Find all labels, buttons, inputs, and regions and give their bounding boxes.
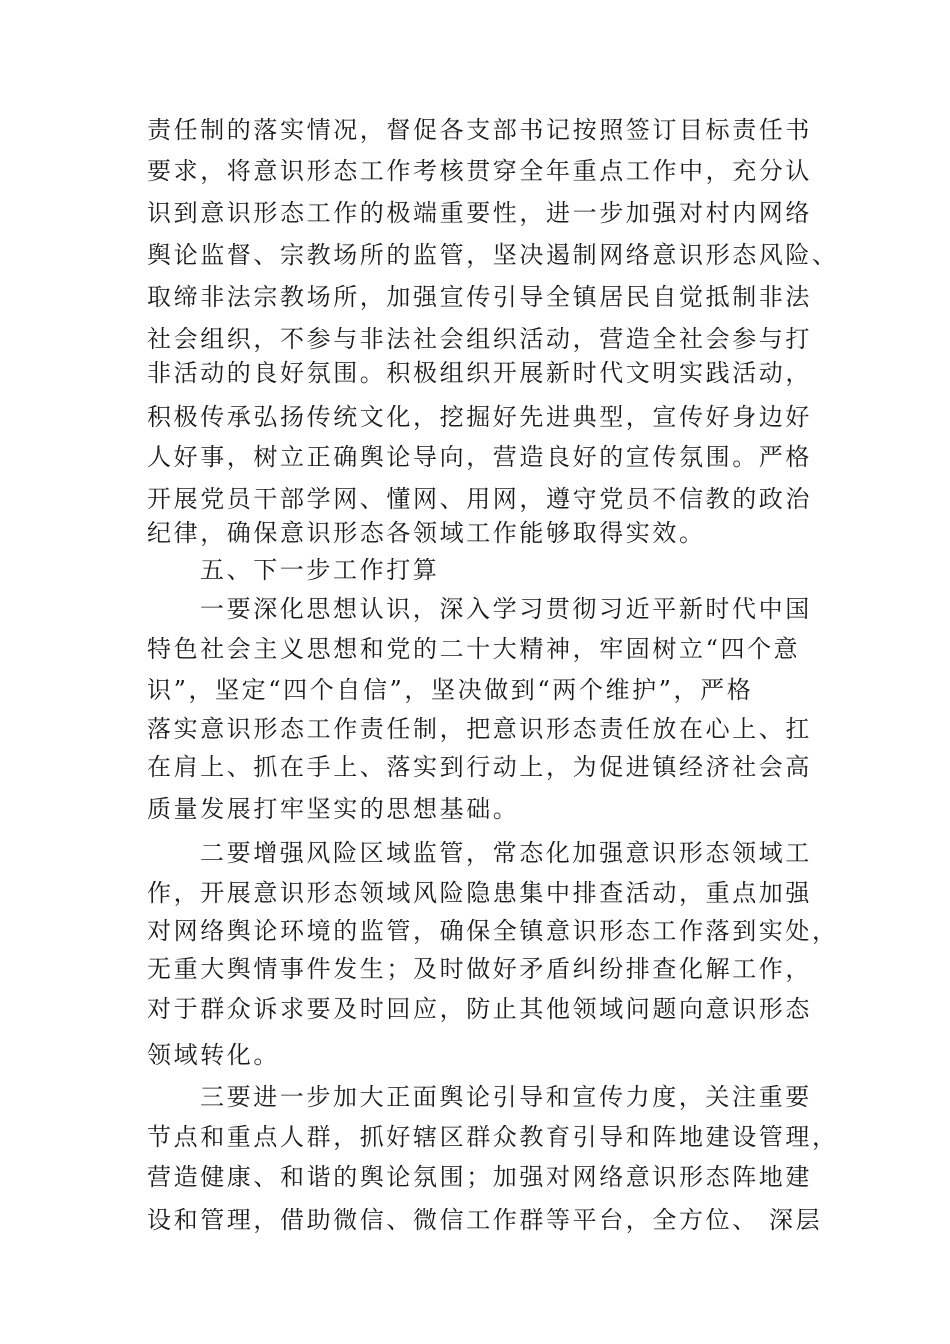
text-line: 纪律，确保意识形态各领域工作能够取得实效。 bbox=[147, 519, 706, 547]
text-line: 责任制的落实情况，督促各支部书记按照签订目标责任书 bbox=[147, 116, 812, 144]
text-line: 领域转化。 bbox=[147, 1041, 280, 1069]
text-line: 要求，将意识形态工作考核贯穿全年重点工作中，充分认 bbox=[147, 157, 812, 185]
text-line: 落实意识形态工作责任制，把意识形态责任放在心上、扛 bbox=[147, 715, 812, 743]
text-line: 节点和重点人群，抓好辖区群众教育引导和阵地建设管理， bbox=[147, 1123, 839, 1151]
text-line: 三要进一步加大正面舆论引导和宣传力度，关注重要 bbox=[200, 1083, 812, 1111]
text-line: 识到意识形态工作的极端重要性，进一步加强对村内网络 bbox=[147, 199, 812, 227]
text-line: 对于群众诉求要及时回应，防止其他领域问题向意识形态 bbox=[147, 995, 812, 1023]
text-line: 设和管理，借助微信、微信工作群等平台，全方位、 深层 bbox=[147, 1206, 823, 1234]
text-line: 质量发展打牢坚实的思想基础。 bbox=[147, 795, 520, 823]
section-heading: 五、下一步工作打算 bbox=[200, 556, 440, 584]
text-line: 开展党员干部学网、懂网、用网，遵守党员不信教的政治 bbox=[147, 485, 812, 513]
text-line: 积极传承弘扬传统文化，挖掘好先进典型，宣传好身边好 bbox=[147, 403, 812, 431]
text-line: 一要深化思想认识，深入学习贯彻习近平新时代中国 bbox=[200, 595, 812, 623]
text-line: 作，开展意识形态领域风险隐患集中排查活动，重点加强 bbox=[147, 879, 812, 907]
text-line: 二要增强风险区域监管，常态化加强意识形态领域工 bbox=[200, 839, 812, 867]
text-line: 无重大舆情事件发生；及时做好矛盾纠纷排查化解工作， bbox=[147, 955, 812, 983]
text-line: 社会组织，不参与非法社会组织活动，营造全社会参与打 bbox=[147, 325, 812, 353]
text-line: 对网络舆论环境的监管，确保全镇意识形态工作落到实处， bbox=[147, 917, 839, 945]
text-line: 识”，坚定“四个自信”，坚决做到“两个维护”，严格 bbox=[147, 676, 754, 704]
text-line: 非活动的良好氛围。积极组织开展新时代文明实践活动， bbox=[147, 359, 812, 387]
text-line: 在肩上、抓在手上、落实到行动上，为促进镇经济社会高 bbox=[147, 753, 812, 781]
text-line: 营造健康、和谐的舆论氛围；加强对网络意识形态阵地建 bbox=[147, 1163, 812, 1191]
text-line: 人好事，树立正确舆论导向，营造良好的宣传氛围。严格 bbox=[147, 443, 812, 471]
text-line: 舆论监督、宗教场所的监管，坚决遏制网络意识形态风险、 bbox=[147, 241, 839, 269]
text-line: 取缔非法宗教场所，加强宣传引导全镇居民自觉抵制非法 bbox=[147, 283, 812, 311]
text-line: 特色社会主义思想和党的二十大精神，牢固树立“四个意 bbox=[147, 635, 801, 663]
